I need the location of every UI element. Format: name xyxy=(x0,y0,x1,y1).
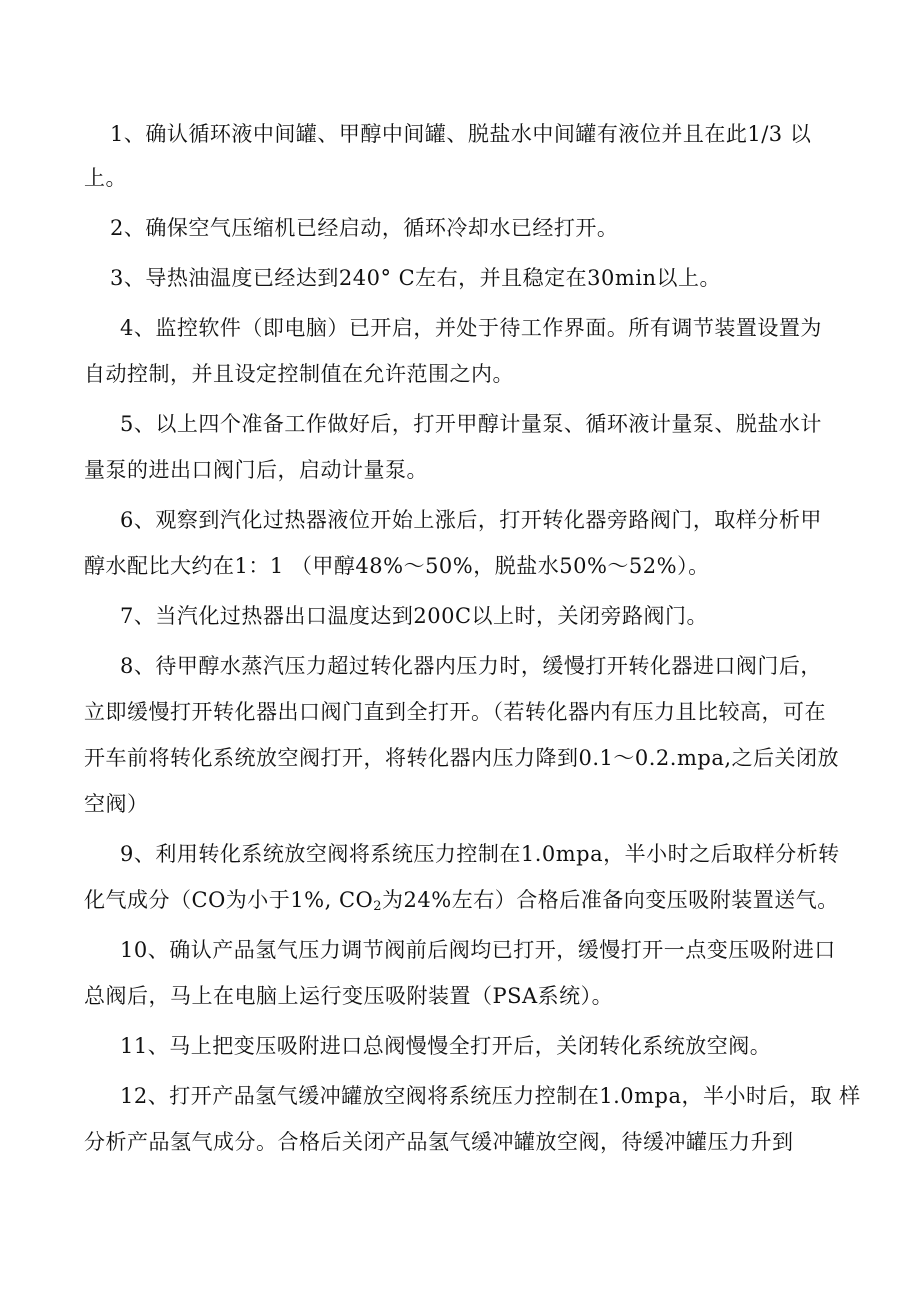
step-5-line-1: 5、以上四个准备工作做好后，打开甲醇计量泵、循环液计量泵、脱盐水计 xyxy=(120,412,822,436)
step-1-line-1: 1、确认循环液中间罐、甲醇中间罐、脱盐水中间罐有液位并且在此1/3 以 xyxy=(110,122,812,146)
step-12-line-2: 分析产品氢气成分。合格后关闭产品氢气缓冲罐放空阀，待缓冲罐压力升到 xyxy=(84,1130,794,1154)
step-6-line-2: 醇水配比大约在1：1 （甲醇48%〜50%，脱盐水50%〜52%）。 xyxy=(84,554,710,578)
step-9-line-1: 9、利用转化系统放空阀将系统压力控制在1.0mpa，半小时之后取样分析转 xyxy=(120,842,840,866)
step-2-line-1: 2、确保空气压缩机已经启动，循环冷却水已经打开。 xyxy=(110,216,619,240)
step-1-line-2: 上。 xyxy=(84,166,127,190)
step-4-line-1: 4、监控软件（即电脑）已开启，并处于待工作界面。所有调节装置设置为 xyxy=(120,316,822,340)
step-4-line-2: 自动控制，并且设定控制值在允许范围之内。 xyxy=(84,362,514,386)
step-7-line-1: 7、当汽化过热器出口温度达到200C以上时，关闭旁路阀门。 xyxy=(120,604,709,628)
step-6-line-1: 6、观察到汽化过热器液位开始上涨后，打开转化器旁路阀门，取样分析甲 xyxy=(120,508,822,532)
step-11-line-1: 11、马上把变压吸附进口总阀慢慢全打开后，关闭转化系统放空阀。 xyxy=(120,1034,772,1058)
step-3-line-1: 3、导热油温度已经达到240° C左右，并且稳定在30min以上。 xyxy=(110,266,722,290)
step-12-line-1: 12、打开产品氢气缓冲罐放空阀将系统压力控制在1.0mpa，半小时后，取 样 xyxy=(120,1084,861,1108)
step-9-line-2-before: 化气成分（CO为小于1%, CO xyxy=(84,888,374,912)
step-8-line-1: 8、待甲醇水蒸汽压力超过转化器内压力时，缓慢打开转化器进口阀门后， xyxy=(120,654,822,678)
step-9-line-2-after: 为24%左右）合格后准备向变压吸附装置送气。 xyxy=(382,888,839,912)
step-9-line-2 xyxy=(84,886,839,914)
step-8-line-3: 开车前将转化系统放空阀打开，将转化器内压力降到0.1〜0.2.mpa,之后关闭放 xyxy=(84,746,840,770)
step-10-line-2: 总阀后，马上在电脑上运行变压吸附装置（PSA系统）。 xyxy=(84,984,614,1008)
step-5-line-2: 量泵的进出口阀门后，启动计量泵。 xyxy=(84,458,428,482)
step-8-line-2: 立即缓慢打开转化器出口阀门直到全打开。（若转化器内有压力且比较高，可在 xyxy=(84,700,826,724)
step-10-line-1: 10、确认产品氢气压力调节阀前后阀均已打开，缓慢打开一点变压吸附进口 xyxy=(120,938,836,962)
co2-subscript: 2 xyxy=(373,899,383,914)
step-8-line-4: 空阀） xyxy=(84,792,149,816)
